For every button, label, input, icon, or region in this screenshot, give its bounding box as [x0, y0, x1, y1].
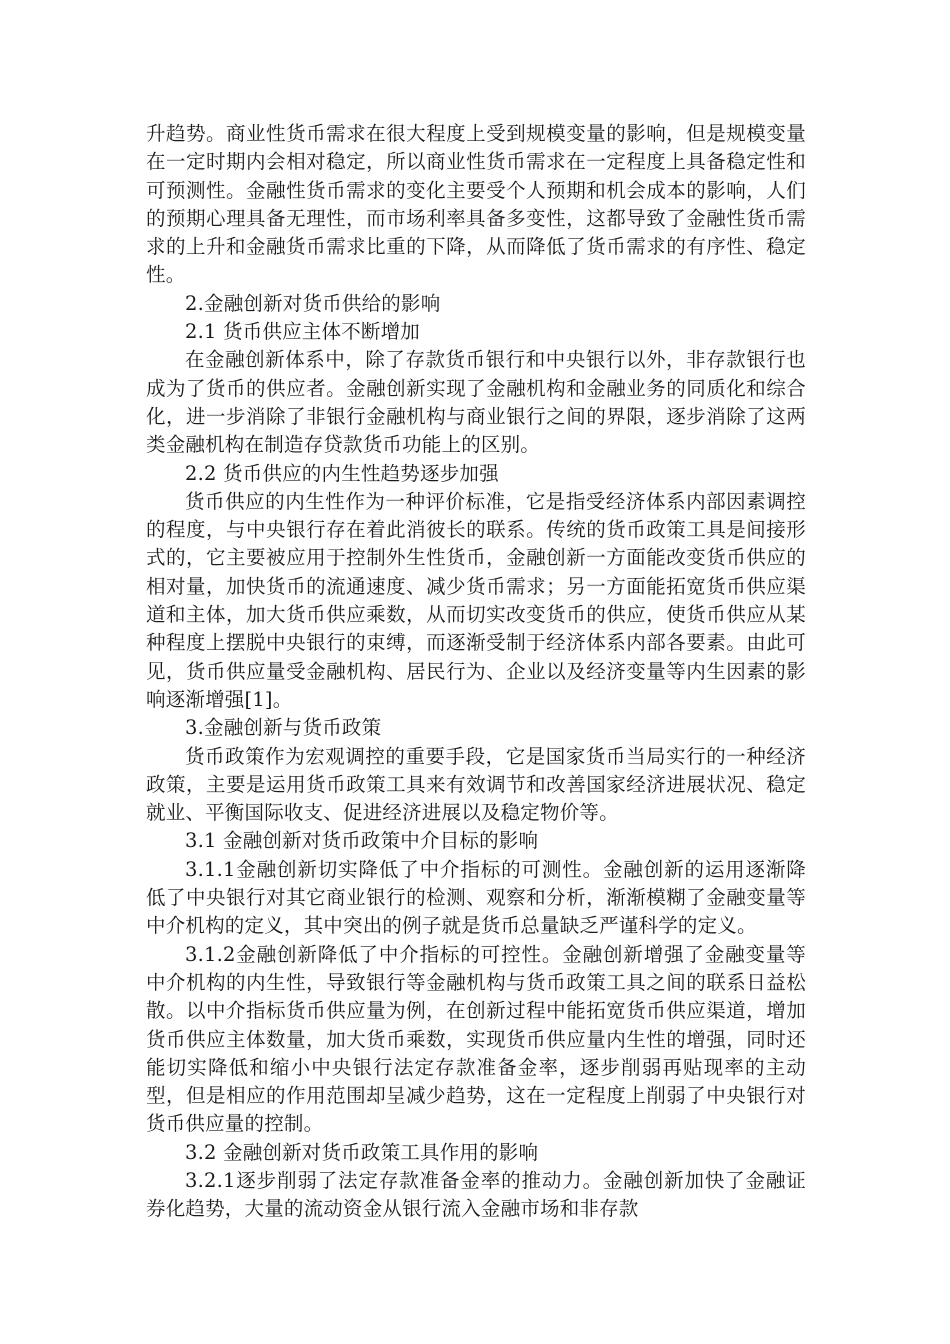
paragraph-monetary-policy: 货币政策作为宏观调控的重要手段，它是国家货币当局实行的一种经济政策，主要是运用货币政策工具来有效调节和改善国家经济进展状况、稳定就业、平衡国际收支、促进经济进展以及稳定物价等。: [146, 744, 806, 825]
paragraph-3-2-1-reserve-ratio: 3.2.1逐步削弱了法定存款准备金率的推动力。金融创新加快了金融证券化趋势，大量的流动资金从银行流入金融市场和非存款: [146, 1168, 806, 1221]
heading-2-1-supply-entities: 2.1 货币供应主体不断增加: [185, 320, 421, 344]
paragraph-supply-entities: 在金融创新体系中，除了存款货币银行和中央银行以外，非存款银行也成为了货币的供应者。金融创新实现了金融机构和金融业务的同质化和综合化，进一步消除了非银行金融机构与商业银行之间的界限，逐步消除了这两类金融机构在制造存贷款货币功能上的区别。: [146, 348, 806, 457]
paragraph-3-1-1-measurability: 3.1.1金融创新切实降低了中介指标的可测性。金融创新的运用逐渐降低了中央银行对其它商业银行的检测、观察和分析，渐渐模糊了金融变量等中介机构的定义，其中突出的例子就是货币总量缺乏严谨科学的定义。: [146, 857, 806, 938]
paragraph-money-demand-end: 升趋势。商业性货币需求在很大程度上受到规模变量的影响，但是规模变量在一定时期内会相对稳定，所以商业性货币需求在一定程度上具备稳定性和可预测性。金融性货币需求的变化主要受个人预期和机会成本的影响，人们的预期心理具备无理性，而市场利率具备多变性，这都导致了金融性货币需求的上升和金融货币需求比重的下降，从而降低了货币需求的有序性、稳定性。: [146, 122, 806, 287]
heading-2-money-supply: 2.金融创新对货币供给的影响: [185, 291, 441, 315]
document-body: [146, 120, 806, 1224]
paragraph-3-1-2-controllability: 3.1.2金融创新降低了中介指标的可控性。金融创新增强了金融变量等中介机构的内生性，导致银行等金融机构与货币政策工具之间的联系日益松散。以中介指标货币供应量为例，在创新过程中能拓宽货币供应渠道，增加货币供应主体数量，加大货币乘数，实现货币供应量内生性的增强，同时还能切实降低和缩小中央银行法定存款准备金率，逐步削弱再贴现率的主动型，但是相应的作用范围却呈减少趋势，这在一定程度上削弱了中央银行对货币供应量的控制。: [146, 942, 806, 1136]
heading-3-monetary-policy: 3.金融创新与货币政策: [185, 716, 382, 740]
heading-3-2-policy-tools: 3.2 金融创新对货币政策工具作用的影响: [185, 1140, 539, 1164]
heading-2-2-endogeneity: 2.2 货币供应的内生性趋势逐步加强: [185, 461, 499, 485]
heading-3-1-intermediate-targets: 3.1 金融创新对货币政策中介目标的影响: [185, 829, 539, 853]
paragraph-endogeneity: 货币供应的内生性作为一种评价标准，它是指受经济体系内部因素调控的程度，与中央银行存在着此消彼长的联系。传统的货币政策工具是间接形式的，它主要被应用于控制外生性货币，金融创新一方面能改变货币供应的相对量，加快货币的流通速度、减少货币需求；另一方面能拓宽货币供应渠道和主体，加大货币供应乘数，从而切实改变货币的供应，使货币供应从某种程度上摆脱中央银行的束缚，而逐渐受制于经济体系内部各要素。由此可见，货币供应量受金融机构、居民行为、企业以及经济变量等内生因素的影响逐渐增强[1]。: [146, 489, 806, 711]
